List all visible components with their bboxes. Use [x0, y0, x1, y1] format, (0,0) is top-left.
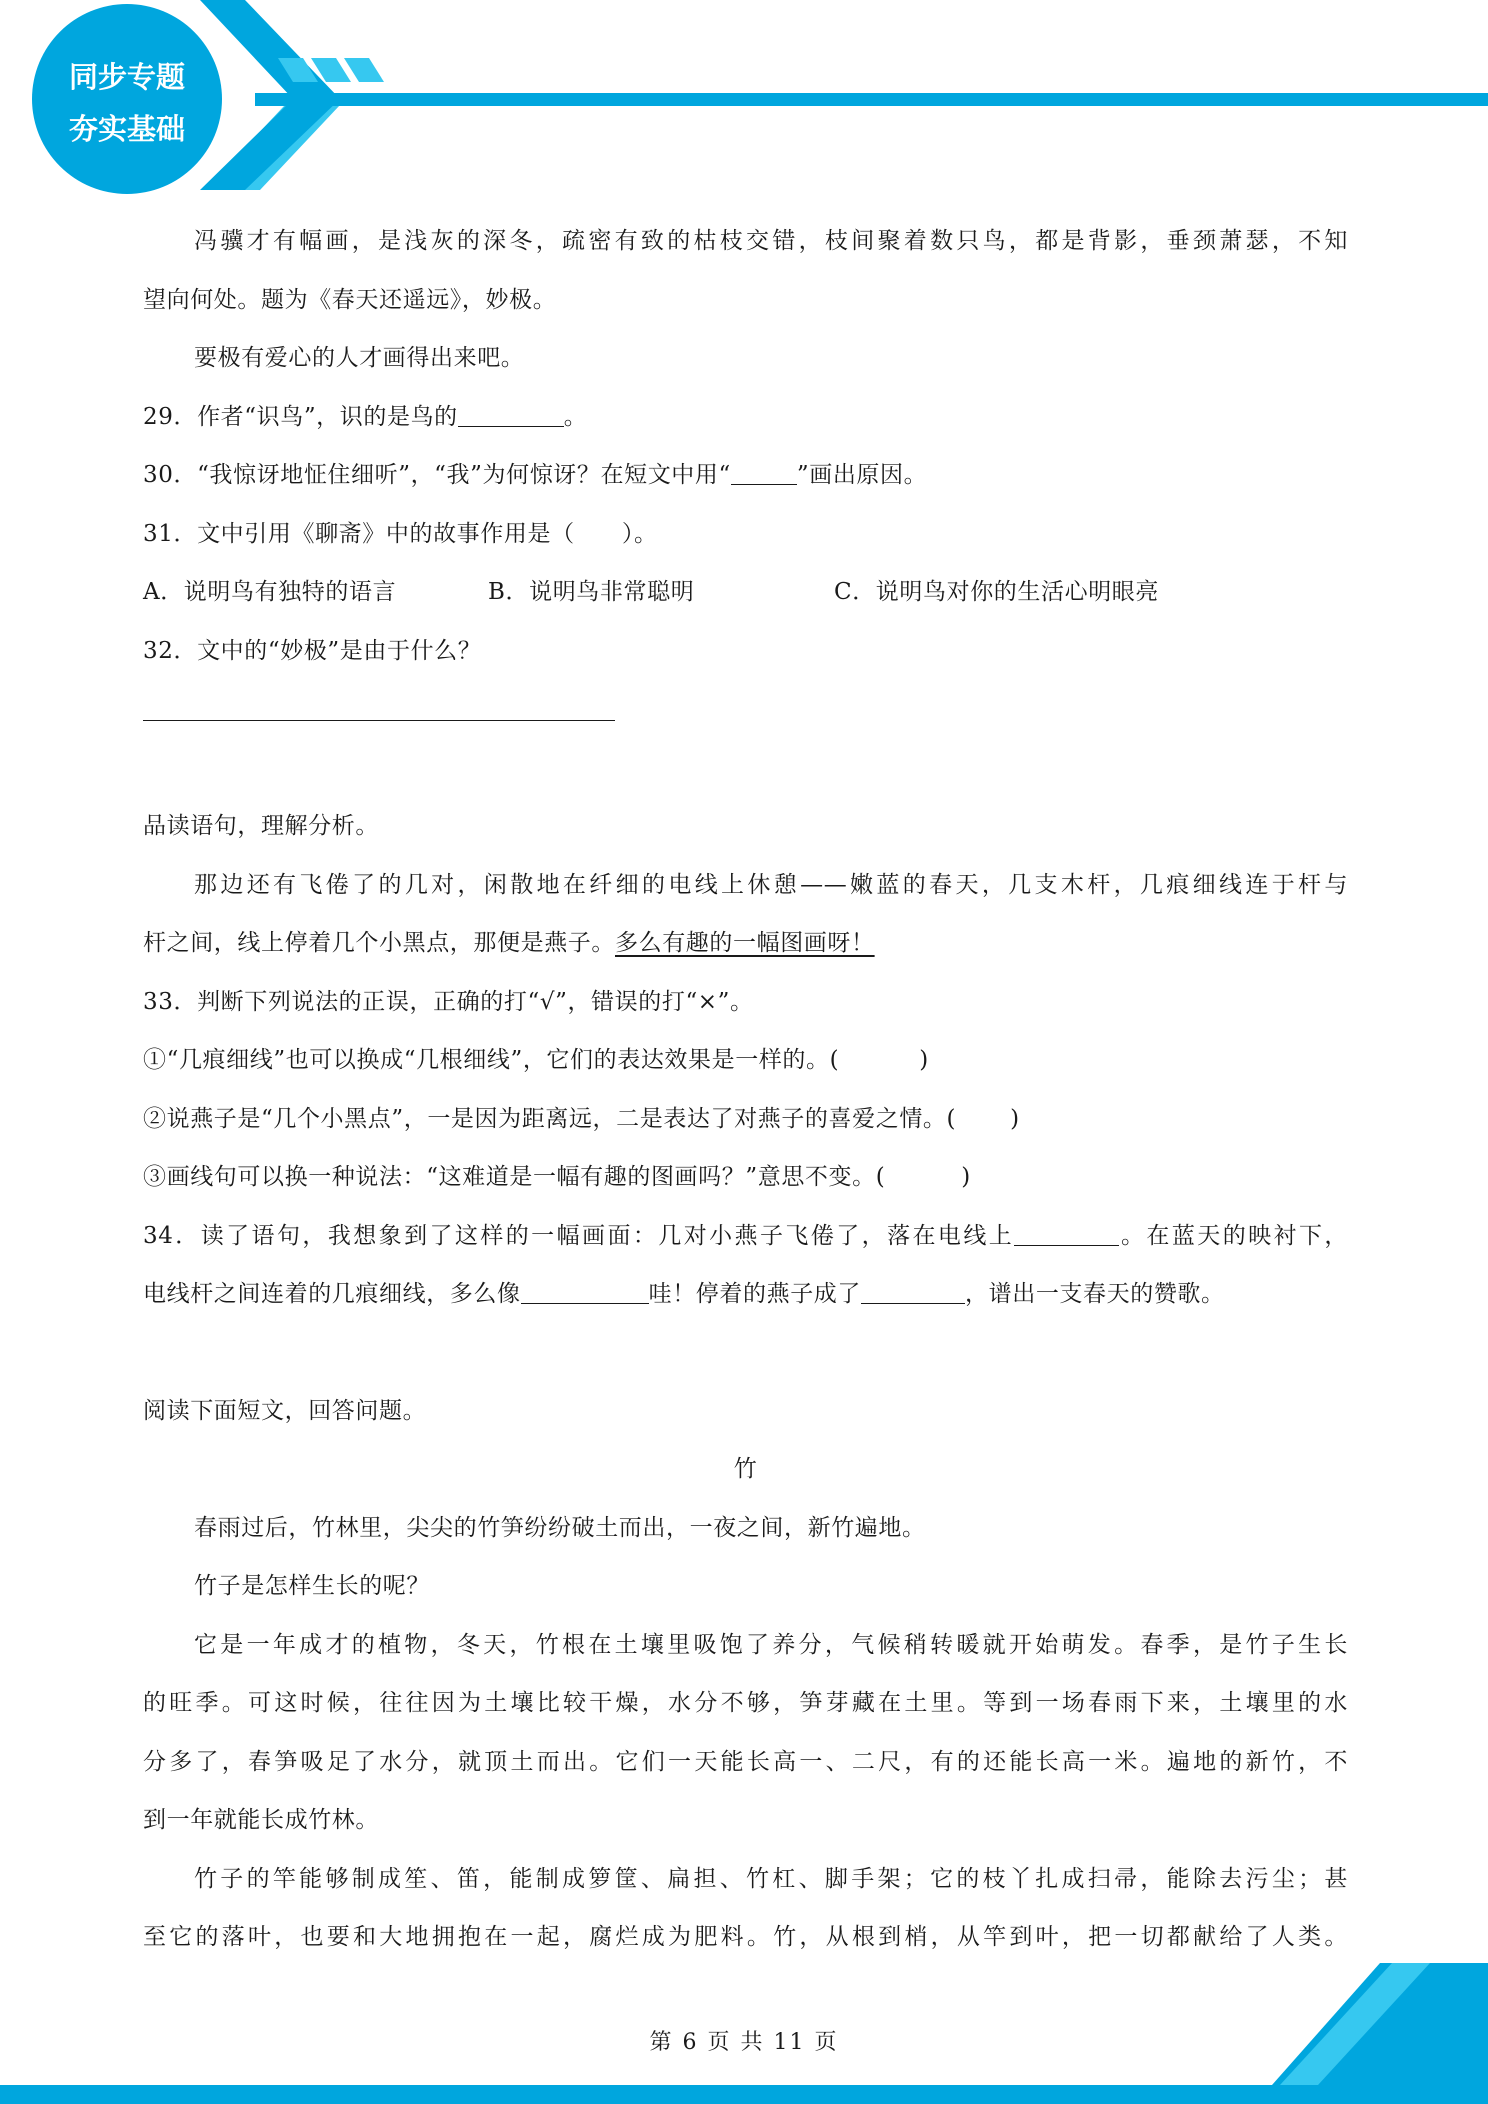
passage1-line: 冯骥才有幅画，是浅灰的深冬，疏密有致的枯枝交错，枝间聚着数只鸟，都是背影，垂颈萧瑟，不知: [194, 228, 1348, 254]
question-33: 33．判断下列说法的正误，正确的打“√”，错误的打“×”。: [143, 988, 754, 1015]
page-number: 第 6 页 共 11 页: [649, 2030, 839, 2055]
underlined-sentence: 多么有趣的一幅图画呀！: [615, 930, 875, 956]
question-32: 32．文中的“妙极”是由于什么？: [143, 637, 482, 664]
footer-bar: [0, 2085, 1488, 2104]
option-a[interactable]: A．说明鸟有独特的语言: [143, 579, 397, 605]
badge-line-1: 同步专题: [68, 60, 185, 94]
section3-title: 阅读下面短文，回答问题。: [143, 1397, 427, 1424]
q33-item-2: ②说燕子是“几个小黑点”，一是因为距离远，二是表达了对燕子的喜爱之情。( ): [143, 1105, 1020, 1132]
passage1-line: 要极有爱心的人才画得出来吧。: [194, 345, 525, 371]
header-banner: [0, 0, 1488, 200]
q29-blank[interactable]: [458, 402, 564, 427]
q33-item-1: ①“几痕细线”也可以换成“几根细线”，它们的表达效果是一样的。( ): [143, 1047, 929, 1073]
section2-title: 品读语句，理解分析。: [143, 813, 379, 839]
question-31: 31．文中引用《聊斋》中的故事作用是（ ）。: [143, 520, 658, 547]
essay-title: 竹: [733, 1456, 758, 1482]
essay-line: 春雨过后，竹林里，尖尖的竹笋纷纷破土而出，一夜之间，新竹遍地。: [194, 1514, 926, 1541]
essay-line: 它是一年成才的植物，冬天，竹根在土壤里吸饱了养分，气候稍转暖就开始萌发。春季，是竹子生长: [194, 1631, 1348, 1658]
q33-item-3-answer[interactable]: [885, 1163, 961, 1187]
badge-line-2: 夯实基础: [68, 112, 185, 146]
question-30: 30．“我惊讶地怔住细听”，“我”为何惊讶？在短文中用“ ”画出原因。: [143, 462, 928, 488]
option-b[interactable]: B．说明鸟非常聪明: [488, 579, 695, 605]
essay-line: 分多了，春笋吸足了水分，就顶土而出。它们一天能长高一、二尺，有的还能长高一米。遍地的新竹，不: [143, 1748, 1348, 1775]
essay-line: 竹子是怎样生长的呢？: [194, 1573, 430, 1599]
q33-item-1-answer[interactable]: [839, 1046, 919, 1070]
section2-passage-line: 那边还有飞倦了的几对，闲散地在纤细的电线上休憩——嫩蓝的春天，几支木杆，几痕细线连于杆与: [194, 871, 1348, 898]
question-34-line: 34．读了语句，我想象到了这样的一幅画面：几对小燕子飞倦了，落在电线上 。在蓝天的映衬下，: [143, 1222, 1348, 1249]
q30-blank[interactable]: [731, 460, 797, 485]
section2-passage-line: 杆之间，线上停着几个小黑点，那便是燕子。多么有趣的一幅图画呀！: [143, 930, 875, 956]
header-badge: [36, 12, 218, 194]
q32-answer-line[interactable]: [143, 680, 615, 721]
q34-blank-2[interactable]: [521, 1279, 649, 1304]
q34-blank-1[interactable]: [1014, 1221, 1119, 1246]
q33-item-2-answer[interactable]: [956, 1105, 1010, 1129]
option-c[interactable]: C．说明鸟对你的生活心明眼亮: [834, 579, 1159, 605]
question-34-line: 电线杆之间连着的几痕细线，多么像 哇！停着的燕子成了 ，谱出一支春天的赞歌。: [143, 1281, 1225, 1307]
q34-blank-3[interactable]: [861, 1279, 965, 1304]
essay-line: 至它的落叶，也要和大地拥抱在一起，腐烂成为肥料。竹，从根到梢，从竿到叶，把一切都献给了人类。: [143, 1924, 1348, 1950]
essay-line: 竹子的竿能够制成笙、笛，能制成箩筐、扁担、竹杠、脚手架；它的枝丫扎成扫帚，能除去污尘；甚: [194, 1865, 1348, 1892]
header-dash-3: [344, 58, 384, 82]
essay-line: 的旺季。可这时候，往往因为土壤比较干燥，水分不够，笋芽藏在土里。等到一场春雨下来，土壤里的水: [143, 1690, 1348, 1716]
essay-line: 到一年就能长成竹林。: [143, 1807, 379, 1833]
document-body: [143, 212, 1348, 1967]
header-bar: [255, 93, 1488, 106]
question-31-options: [143, 563, 1348, 622]
passage1-line: 望向何处。题为《春天还遥远》，妙极。: [143, 286, 557, 313]
question-29: 29．作者“识鸟”，识的是鸟的 。: [143, 403, 588, 430]
q33-item-3: ③画线句可以换一种说法：“这难道是一幅有趣的图画吗？”意思不变。( ): [143, 1164, 971, 1190]
